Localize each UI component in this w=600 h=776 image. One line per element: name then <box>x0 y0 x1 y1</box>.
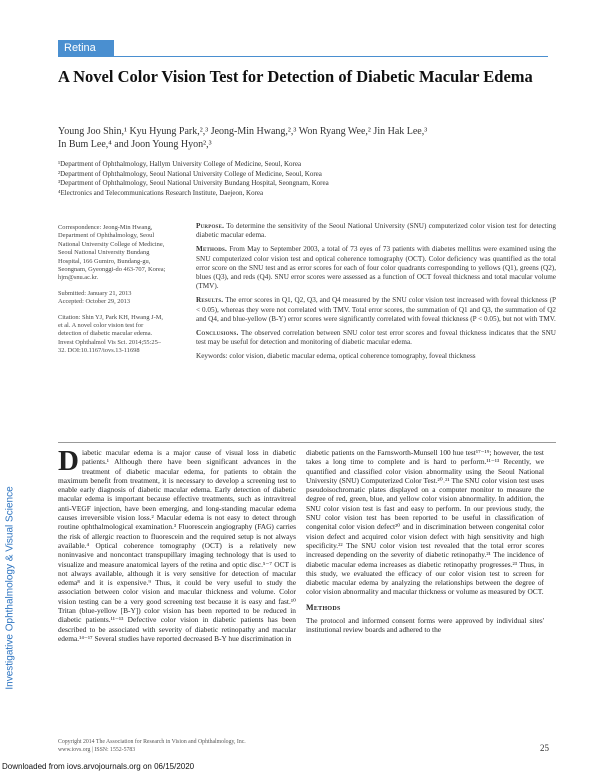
results-label: Results. <box>196 296 224 305</box>
article-sidebar <box>58 224 166 363</box>
author-list <box>58 125 558 151</box>
download-notice: Downloaded from iovs.arvojournals.org on 06/15/2020 <box>2 762 195 771</box>
methods-text: From May to September 2003, a total of 73 eyes of 73 patients with diabetes mellitus were examined using the SNU computerized color vision test and optical coherence tomography (OCT). Color deficiency was quantified as the total error score on the SNU test and as error scores for each of four color quadrants corresponding to yellows (Q1), greens (Q2), blues (Q3), and reds (Q4). SNU error scores were assessed as a function of OCT foveal thickness and total macular volume (TMV). <box>196 245 557 291</box>
intro-paragraph: iabetic macular edema is a major cause of visual loss in diabetic patients.¹ Although there have been significant advances in the treatment of diabetic macular edema, for patients to obtain the maximum benefit from treatment, it is necessary to develop a screening test to enable early diagnosis of diabetic macular edema. Early detection of diabetic macular edema is important because effective treatments, such as intravitreal anti-VEGF injection, have been emerging, and long-standing macular edema causes irreversible vision loss.² Macular edema is not easy to detect through routine ophthalmological examination.³ Fluorescein angiography (FAG) carries the risk of allergic reaction to fluorescein and the required setup is not always available.⁴ Optical coherence tomography (OCT) is a relatively new noninvasive and noncontact transpupillary imaging technology that is used to visualize and measure anatomical layers of the retina and optic disc.⁵⁻⁷ OCT is not always available, although it is very sensitive for detection of macular edema⁸ and it is expensive.⁹ Thus, it could be very useful to study the association between color vision and macular thickness and volume. Color vision testing can be a very good screening test because it is easy and fast.¹⁰ Tritan (blue-yellow [B-Y]) color vision has been reported to be reduced in diabetic patients.¹¹⁻¹³ Defective color vision in diabetic patients has been described to be associated with severity of diabetic retinopathy and macular edema.¹⁴⁻¹⁷ Several studies have reported decreased B-Y hue discrimination in <box>58 448 296 643</box>
abstract-conclusions <box>196 329 556 347</box>
abstract-methods <box>196 245 556 291</box>
abstract-divider <box>58 442 556 443</box>
affiliation: ⁴Electronics and Telecommunications Research Institute, Daejeon, Korea <box>58 188 264 197</box>
citation: Citation: Shin YJ, Park KH, Hwang J-M, et al. A novel color vision test for detection of diabetic macular edema. Invest Ophthalmol Vis Sci. 2014;55:25–32. DOI:10.1167/iovs.13-11698 <box>58 313 164 355</box>
section-rule <box>58 56 548 57</box>
section-label: Retina <box>58 40 114 56</box>
journal-vertical-band <box>2 438 18 738</box>
abstract-purpose <box>196 222 556 240</box>
copyright: Copyright 2014 The Association for Research in Vision and Ophthalmology, Inc. <box>58 739 246 745</box>
page-footer <box>58 738 388 754</box>
methods-paragraph: The protocol and informed consent forms were approved by individual sites' institutional review boards and adhered to the <box>306 616 544 635</box>
body-column-right <box>306 448 544 635</box>
intro-paragraph-continued: diabetic patients on the Farnsworth-Munsell 100 hue test¹⁷⁻¹⁹; however, the test takes a long time to complete and is hard to perform.¹¹⁻¹³ Recently, we quantified and classified color vision abnormality using the Seoul National University (SNU) Computerized Color Test.²⁰˒²¹ The SNU color vision test uses pseudoisochromatic plates displayed on a computer monitor to measure the degree of red, green, blue, and yellow color vision abnormality. In addition, the SNU color vision test is fast and easy to perform. In our previous study, the SNU color vision test has been reported to be useful in classification of congenital color vision defect²⁰ and in discrimination between congenital color vision defect and acquired color vision defect with high sensitivity and high specificity.²² The SNU color vision test revealed that the total error scores increased depending on the severity of diabetic retinopathy.²¹ The incidence of diabetic macular edema increases as diabetic retinopathy progresses.²³ Thus, in this study, we evaluated the efficacy of our color vision test to screen for diabetic macular edema by analyzing the relationships between the degree of color vision abnormality and macular thickness or volume as measured by OCT. <box>306 448 544 597</box>
author-line: Young Joo Shin,¹ Kyu Hyung Park,²,³ Jeong-Min Hwang,²,³ Won Ryang Wee,² Jin Hak Lee,³ <box>58 126 428 137</box>
conclusions-label: Conclusions. <box>196 329 239 338</box>
affiliation: ²Department of Ophthalmology, Seoul National University College of Medicine, Seoul, Korea <box>58 169 322 178</box>
results-text: The error scores in Q1, Q2, Q3, and Q4 measured by the SNU color vision test increased with foveal thickness (P < 0.05), whereas they were not correlated with TMV. Total error scores, the summation of Q1 and Q3, the summation of Q2 and Q4, and blue-yellow (B-Y) error scores were significantly correlated with foveal thickness (P < 0.05), but not with TMV. <box>196 296 556 323</box>
methods-label: Methods. <box>196 245 228 254</box>
keywords: Keywords: color vision, diabetic macular edema, optical coherence tomography, foveal thickness <box>196 352 476 361</box>
purpose-text: To determine the sensitivity of the Seoul National University (SNU) computerized color vision test for detecting diabetic macular edema. <box>196 222 556 240</box>
journal-name-vertical: Investigative Ophthalmology & Visual Science <box>4 486 16 690</box>
abstract <box>196 222 556 367</box>
page-number: 25 <box>540 743 549 753</box>
correspondence: Correspondence: Jeong-Min Hwang, Department of Ophthalmology, Seoul National University College of Medicine, Seoul National University Bundang Hospital, 166 Gumiro, Bundang-gu, Seongnam, Gyeonggi-do 463-707, Korea; hjm@snu.ac.kr. <box>58 224 166 282</box>
methods-heading: Methods <box>306 602 341 612</box>
affiliation: ³Department of Ophthalmology, Seoul National University Bundang Hospital, Seongnam, Korea <box>58 179 329 187</box>
affiliation: ¹Department of Ophthalmology, Hallym University College of Medicine, Seoul, Korea <box>58 160 302 168</box>
purpose-label: Purpose. <box>196 222 225 230</box>
article-title: A Novel Color Vision Test for Detection of Diabetic Macular Edema <box>58 67 533 86</box>
abstract-results <box>196 296 556 324</box>
author-line: In Bum Lee,⁴ and Joon Young Hyon²,³ <box>58 139 212 150</box>
affiliations <box>58 160 558 198</box>
accepted-date: Accepted: October 29, 2013 <box>58 298 131 306</box>
issn: www.iovs.org | ISSN: 1552-5783 <box>58 747 136 753</box>
drop-cap: D <box>58 445 79 477</box>
submitted-date: Submitted: January 21, 2013 <box>58 289 132 297</box>
body-column-left <box>58 445 296 643</box>
conclusions-text: The observed correlation between SNU color test error scores and foveal thickness indicates that the SNU test may be useful for detection and monitoring of diabetic macular edema. <box>196 329 556 347</box>
